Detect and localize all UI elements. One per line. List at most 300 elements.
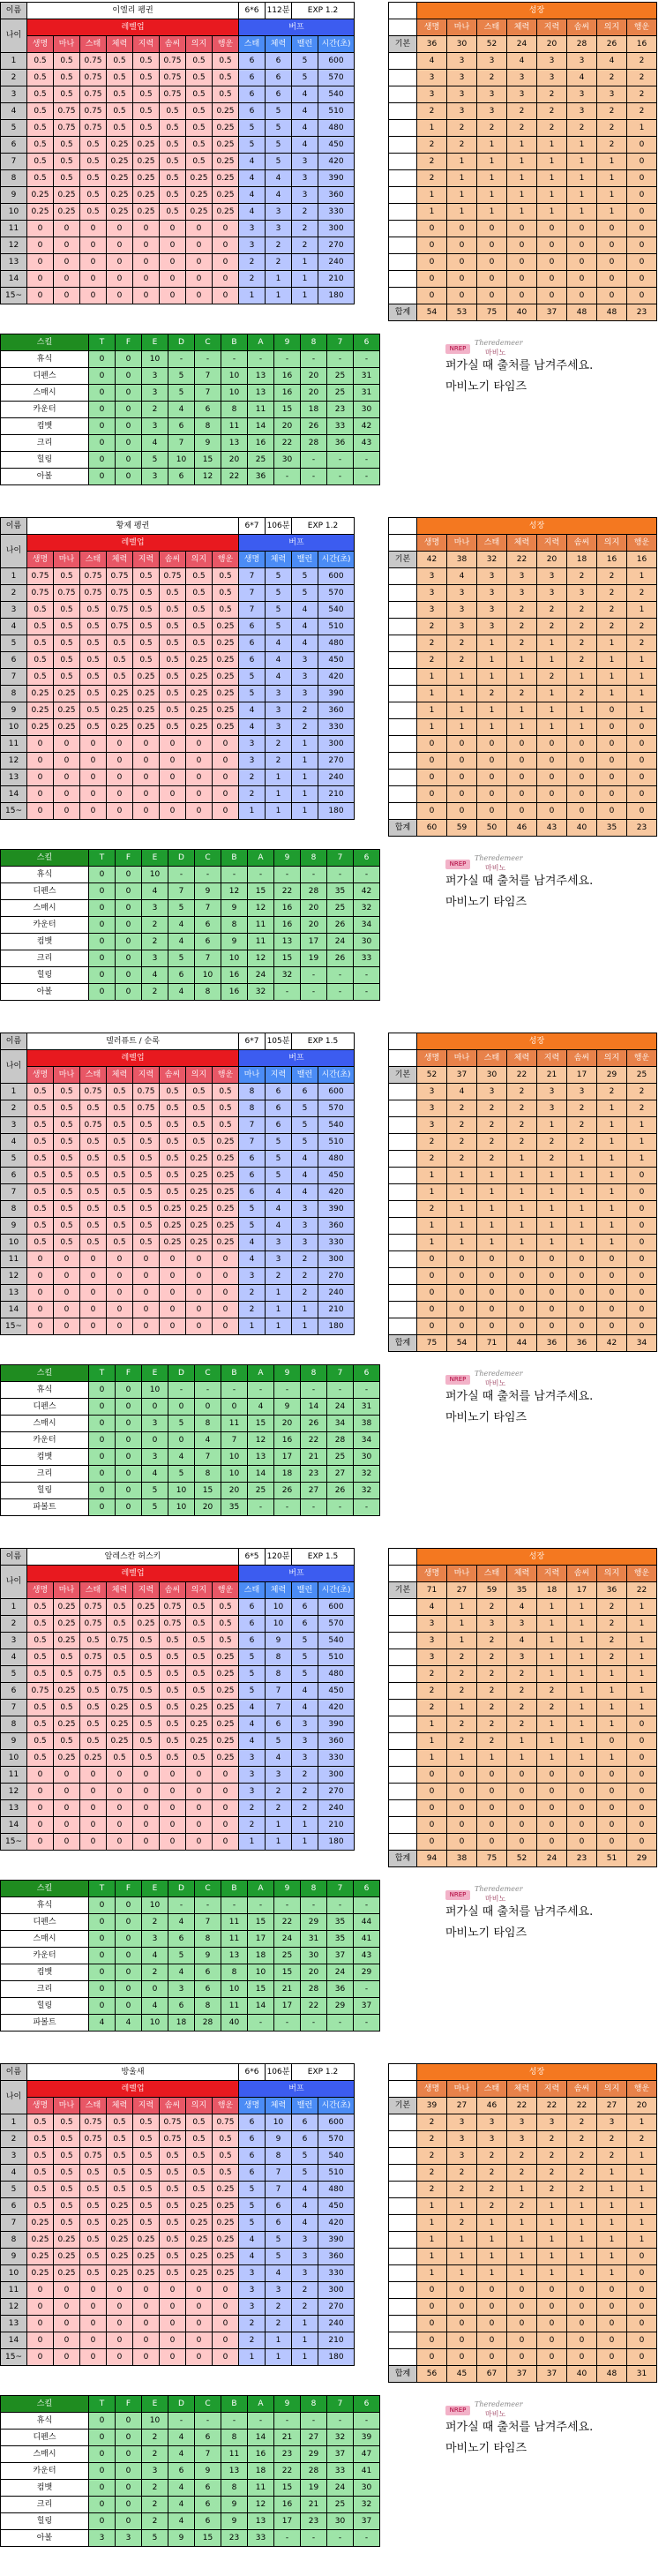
growth-value: 1 bbox=[417, 702, 447, 719]
buff-value: 6 bbox=[239, 103, 266, 120]
age-cell: 6 bbox=[1, 2198, 27, 2215]
growth-value: 1 bbox=[627, 1151, 657, 1168]
rank-header: F bbox=[116, 2396, 142, 2413]
buff-value: 1 bbox=[266, 786, 292, 803]
buff-value: 4 bbox=[266, 1201, 292, 1218]
growth-total-value: 40 bbox=[507, 304, 537, 321]
skill-rank-value: 6 bbox=[195, 934, 221, 950]
skill-rank-value: 0 bbox=[89, 1948, 116, 1964]
levelup-value: 0.25 bbox=[54, 187, 80, 204]
age-cell: 4 bbox=[1, 619, 27, 635]
levelup-stat-header: 솜씨 bbox=[160, 552, 186, 568]
buff-value: 4 bbox=[239, 204, 266, 221]
growth-value: 0 bbox=[507, 221, 537, 237]
growth-value: 0 bbox=[477, 2282, 507, 2299]
skill-rank-value: - bbox=[354, 351, 380, 368]
skill-rank-value: 2 bbox=[142, 402, 168, 418]
levelup-value: 0.75 bbox=[107, 1683, 133, 1700]
levelup-value: 0.5 bbox=[54, 2148, 80, 2165]
skill-rank-value: 38 bbox=[354, 1416, 380, 1432]
skill-rank-value: 32 bbox=[354, 1483, 380, 1499]
buff-value: 3 bbox=[266, 686, 292, 702]
skill-rank-value: 13 bbox=[221, 2463, 248, 2480]
growth-value: 1 bbox=[477, 2249, 507, 2265]
levelup-value: 0 bbox=[54, 1800, 80, 1817]
skill-rank-value: 0 bbox=[89, 469, 116, 485]
buff-value: 330 bbox=[318, 719, 355, 736]
levelup-value: 0.5 bbox=[80, 170, 107, 187]
skill-rank-value: 16 bbox=[274, 1432, 301, 1449]
levelup-value: 0.5 bbox=[80, 1184, 107, 1201]
skill-rank-value: 7 bbox=[195, 368, 221, 385]
age-cell: 15~ bbox=[1, 288, 27, 304]
levelup-value: 0 bbox=[80, 736, 107, 753]
levelup-stat-header: 마나 bbox=[54, 36, 80, 53]
levelup-value: 0.5 bbox=[213, 2131, 239, 2148]
levelup-value: 0.5 bbox=[160, 1716, 186, 1733]
levelup-value: 0 bbox=[107, 2332, 133, 2349]
buff-value: 6 bbox=[239, 53, 266, 70]
growth-value: 1 bbox=[447, 2265, 477, 2282]
growth-value: 1 bbox=[507, 2265, 537, 2282]
skill-rank-value: 0 bbox=[89, 1466, 116, 1483]
skill-rank-value: 35 bbox=[327, 1931, 354, 1948]
growth-value: 1 bbox=[417, 2265, 447, 2282]
buff-value: 210 bbox=[318, 786, 355, 803]
skill-rank-value: 4 bbox=[248, 1399, 274, 1416]
buff-value: 6 bbox=[239, 70, 266, 86]
growth-value: 0 bbox=[567, 254, 597, 271]
growth-value: 4 bbox=[417, 1599, 447, 1616]
growth-value: 1 bbox=[567, 1733, 597, 1750]
growth-value: 2 bbox=[507, 1134, 537, 1151]
buff-value: 2 bbox=[239, 2332, 266, 2349]
buff-value: 7 bbox=[239, 568, 266, 585]
levelup-value: 0.5 bbox=[107, 103, 133, 120]
pet-section bbox=[0, 0, 666, 494]
levelup-value: 0.25 bbox=[133, 2249, 160, 2265]
levelup-value: 0 bbox=[80, 1800, 107, 1817]
levelup-value: 0.5 bbox=[133, 1117, 160, 1134]
logo-tag: NREP bbox=[445, 1890, 470, 1900]
skill-row bbox=[1, 867, 380, 883]
levelup-value: 0.5 bbox=[133, 1235, 160, 1251]
buff-value: 600 bbox=[318, 53, 355, 70]
growth-value: 1 bbox=[597, 635, 627, 652]
levelup-value: 0.25 bbox=[27, 187, 54, 204]
levelup-value: 0.5 bbox=[186, 1683, 213, 1700]
skill-rank-value: 0 bbox=[116, 368, 142, 385]
skill-rank-value: 4 bbox=[168, 402, 195, 418]
levelup-value: 0.5 bbox=[27, 1666, 54, 1683]
growth-base-value: 20 bbox=[537, 36, 567, 53]
levelup-value: 0.5 bbox=[107, 1649, 133, 1666]
growth-value: 2 bbox=[447, 2215, 477, 2232]
levelup-stat-header: 생명 bbox=[27, 2098, 54, 2114]
growth-value: 1 bbox=[537, 2249, 567, 2265]
rank-header: 9 bbox=[274, 850, 301, 867]
levelup-value: 0 bbox=[54, 1285, 80, 1302]
growth-value: 0 bbox=[627, 254, 657, 271]
growth-value: 1 bbox=[537, 1117, 567, 1134]
levelup-value: 0.5 bbox=[54, 2198, 80, 2215]
skill-name: 스매시 bbox=[1, 1931, 89, 1948]
skill-rank-value: 32 bbox=[274, 967, 301, 984]
levelup-row bbox=[1, 1683, 355, 1700]
skill-row bbox=[1, 2015, 380, 2032]
skill-header: 스킬 bbox=[1, 334, 89, 351]
levelup-header: 레벨업 bbox=[27, 535, 239, 552]
growth-value: 1 bbox=[567, 1716, 597, 1733]
growth-value: 0 bbox=[537, 254, 567, 271]
levelup-row bbox=[1, 1184, 355, 1201]
growth-value: 1 bbox=[627, 2148, 657, 2165]
skill-rank-value: - bbox=[168, 2413, 195, 2430]
growth-value: 3 bbox=[447, 619, 477, 635]
age-cell: 1 bbox=[1, 53, 27, 70]
age-cell: 15~ bbox=[1, 803, 27, 820]
growth-value: 2 bbox=[507, 2198, 537, 2215]
levelup-value: 0.25 bbox=[213, 1733, 239, 1750]
growth-value: 0 bbox=[627, 154, 657, 170]
skill-rank-value: 0 bbox=[116, 867, 142, 883]
growth-total-value: 36 bbox=[567, 1335, 597, 1352]
growth-blank bbox=[389, 736, 417, 753]
levelup-value: 0 bbox=[27, 254, 54, 271]
buff-value: 4 bbox=[266, 1218, 292, 1235]
skill-rank-value: 42 bbox=[354, 883, 380, 900]
buff-value: 6 bbox=[239, 2148, 266, 2165]
site-note: 마비노기 타임즈 bbox=[445, 2442, 528, 2455]
levelup-row bbox=[1, 786, 355, 803]
levelup-value: 0.75 bbox=[107, 1633, 133, 1649]
growth-value: 2 bbox=[567, 2114, 597, 2131]
skill-rank-value: - bbox=[327, 967, 354, 984]
growth-blank bbox=[389, 568, 417, 585]
growth-value: 0 bbox=[627, 1784, 657, 1800]
growth-value: 1 bbox=[447, 1750, 477, 1767]
growth-value: 2 bbox=[417, 170, 447, 187]
growth-base-value: 18 bbox=[537, 1582, 567, 1599]
buff-value: 5 bbox=[292, 568, 318, 585]
growth-value: 0 bbox=[537, 1285, 567, 1302]
skill-rank-value: 2 bbox=[142, 1914, 168, 1931]
skill-row bbox=[1, 1998, 380, 2015]
levelup-stat-header: 행운 bbox=[213, 2098, 239, 2114]
skill-name: 크리 bbox=[1, 1466, 89, 1483]
growth-value: 0 bbox=[417, 736, 447, 753]
growth-value: 0 bbox=[567, 2349, 597, 2366]
skill-rank-value: - bbox=[274, 2015, 301, 2032]
levelup-value: 0.5 bbox=[54, 70, 80, 86]
growth-value: 1 bbox=[537, 1733, 567, 1750]
skill-rank-value: 0 bbox=[116, 984, 142, 1001]
levelup-row bbox=[1, 2131, 355, 2148]
growth-value: 1 bbox=[477, 702, 507, 719]
growth-value: 3 bbox=[447, 2131, 477, 2148]
levelup-row bbox=[1, 1750, 355, 1767]
levelup-value: 0.5 bbox=[107, 2114, 133, 2131]
levelup-value: 0.5 bbox=[160, 1733, 186, 1750]
growth-value: 0 bbox=[507, 1285, 537, 1302]
growth-value: 0 bbox=[627, 1235, 657, 1251]
levelup-value: 0.5 bbox=[54, 1733, 80, 1750]
growth-value: 2 bbox=[447, 137, 477, 154]
growth-value: 2 bbox=[567, 652, 597, 669]
skill-rank-value: 16 bbox=[221, 984, 248, 1001]
growth-value: 1 bbox=[507, 702, 537, 719]
levelup-value: 0.5 bbox=[27, 1235, 54, 1251]
levelup-value: 0 bbox=[133, 2299, 160, 2316]
skill-rank-value: 33 bbox=[354, 950, 380, 967]
stat-header-row bbox=[1, 1582, 355, 1599]
age-cell: 3 bbox=[1, 1633, 27, 1649]
growth-value: 3 bbox=[477, 619, 507, 635]
growth-value: 2 bbox=[477, 2198, 507, 2215]
growth-stat-header: 의지 bbox=[597, 1050, 627, 1067]
growth-blank bbox=[389, 1235, 417, 1251]
buff-value: 450 bbox=[318, 2198, 355, 2215]
growth-value: 1 bbox=[627, 1616, 657, 1633]
growth-value: 2 bbox=[537, 2165, 567, 2182]
levelup-value: 0.5 bbox=[133, 1151, 160, 1168]
growth-value: 1 bbox=[447, 2198, 477, 2215]
growth-row bbox=[389, 204, 657, 221]
skill-rank-value: 10 bbox=[142, 1897, 168, 1914]
skill-rank-value: 4 bbox=[116, 2015, 142, 2032]
levelup-value: 0 bbox=[186, 2316, 213, 2332]
growth-value: 0 bbox=[567, 1285, 597, 1302]
levelup-value: 0 bbox=[186, 221, 213, 237]
pet-size: 6*7 bbox=[239, 518, 266, 535]
growth-total-value: 75 bbox=[477, 1851, 507, 1867]
growth-blank bbox=[389, 2282, 417, 2299]
levelup-value: 0 bbox=[80, 1834, 107, 1851]
growth-value: 1 bbox=[477, 1750, 507, 1767]
growth-value: 0 bbox=[597, 2299, 627, 2316]
skill-rank-value: 30 bbox=[327, 2513, 354, 2530]
levelup-row bbox=[1, 1700, 355, 1716]
growth-row bbox=[389, 1767, 657, 1784]
growth-blank bbox=[389, 719, 417, 736]
levelup-buff-table bbox=[0, 517, 355, 820]
skill-rank-value: 2 bbox=[142, 984, 168, 1001]
levelup-value: 0 bbox=[160, 770, 186, 786]
growth-value: 0 bbox=[447, 2299, 477, 2316]
levelup-value: 0.5 bbox=[160, 137, 186, 154]
group-header-row bbox=[1, 535, 355, 552]
buff-value: 5 bbox=[239, 2215, 266, 2232]
levelup-value: 0.25 bbox=[186, 702, 213, 719]
levelup-value: 0.25 bbox=[213, 1184, 239, 1201]
skill-rank-value: 25 bbox=[327, 2497, 354, 2513]
buff-value: 6 bbox=[239, 1616, 266, 1633]
skill-rank-value: 5 bbox=[168, 385, 195, 402]
skill-rank-value: 32 bbox=[354, 2497, 380, 2513]
skill-rank-value: 3 bbox=[142, 900, 168, 917]
levelup-value: 0 bbox=[27, 1285, 54, 1302]
skill-rank-value: 30 bbox=[354, 1449, 380, 1466]
growth-value: 0 bbox=[447, 1817, 477, 1834]
skill-rank-value: 29 bbox=[327, 1998, 354, 2015]
growth-stat-header: 지력 bbox=[537, 1050, 567, 1067]
buff-value: 6 bbox=[239, 1599, 266, 1616]
levelup-value: 0.5 bbox=[133, 2165, 160, 2182]
buff-stat-header: 밸런 bbox=[292, 1582, 318, 1599]
growth-value: 1 bbox=[477, 1218, 507, 1235]
levelup-value: 0.75 bbox=[80, 1599, 107, 1616]
buff-value: 330 bbox=[318, 204, 355, 221]
growth-value: 3 bbox=[537, 70, 567, 86]
growth-total-value: 60 bbox=[417, 820, 447, 837]
skill-rank-value: 0 bbox=[89, 2430, 116, 2446]
age-cell: 8 bbox=[1, 2232, 27, 2249]
skill-row bbox=[1, 1914, 380, 1931]
growth-value: 3 bbox=[477, 2114, 507, 2131]
skill-name: 휴식 bbox=[1, 2413, 89, 2430]
skill-rank-value: 10 bbox=[221, 1466, 248, 1483]
growth-value: 1 bbox=[627, 1700, 657, 1716]
levelup-value: 0.75 bbox=[213, 2114, 239, 2131]
skill-rank-value: 10 bbox=[221, 368, 248, 385]
skill-rank-value: 20 bbox=[301, 368, 327, 385]
group-header-row bbox=[1, 19, 355, 36]
skill-rank-value: 5 bbox=[168, 1416, 195, 1432]
levelup-row bbox=[1, 635, 355, 652]
buff-header: 버프 bbox=[239, 2081, 355, 2098]
skill-rank-value: 0 bbox=[116, 2446, 142, 2463]
skill-rank-value: 28 bbox=[327, 1432, 354, 1449]
growth-value: 3 bbox=[507, 86, 537, 103]
growth-value: 1 bbox=[537, 154, 567, 170]
skill-rank-value: 25 bbox=[248, 452, 274, 469]
buff-value: 1 bbox=[292, 1318, 318, 1335]
skill-rank-value: 20 bbox=[301, 385, 327, 402]
growth-value: 1 bbox=[417, 204, 447, 221]
growth-value: 4 bbox=[597, 53, 627, 70]
growth-blank bbox=[389, 187, 417, 204]
growth-blank bbox=[389, 1784, 417, 1800]
skill-rank-value: - bbox=[274, 1499, 301, 1516]
buff-value: 540 bbox=[318, 602, 355, 619]
skill-row bbox=[1, 469, 380, 485]
pet-name: 황제 펭귄 bbox=[27, 518, 239, 535]
growth-value: 2 bbox=[447, 2165, 477, 2182]
skill-name: 스매시 bbox=[1, 900, 89, 917]
growth-value: 1 bbox=[537, 1649, 567, 1666]
buff-value: 1 bbox=[266, 1817, 292, 1834]
growth-row bbox=[389, 2332, 657, 2349]
growth-value: 1 bbox=[507, 1151, 537, 1168]
pet-time: 105분 bbox=[266, 1033, 292, 1050]
buff-value: 270 bbox=[318, 237, 355, 254]
skill-rank-value: 34 bbox=[354, 917, 380, 934]
buff-value: 240 bbox=[318, 254, 355, 271]
growth-row bbox=[389, 1151, 657, 1168]
levelup-value: 0 bbox=[160, 1834, 186, 1851]
growth-value: 2 bbox=[477, 1666, 507, 1683]
skill-rank-value: 15 bbox=[195, 1483, 221, 1499]
skill-rank-value: 31 bbox=[354, 385, 380, 402]
levelup-value: 0.75 bbox=[80, 1666, 107, 1683]
growth-value: 2 bbox=[477, 1134, 507, 1151]
levelup-value: 0 bbox=[27, 753, 54, 770]
skill-rank-value: 0 bbox=[116, 2463, 142, 2480]
growth-row bbox=[389, 2265, 657, 2282]
rank-header: T bbox=[89, 1365, 116, 1382]
skill-name: 파볼트 bbox=[1, 1499, 89, 1516]
skill-rank-value: 15 bbox=[274, 950, 301, 967]
growth-total-value: 67 bbox=[477, 2366, 507, 2383]
levelup-row bbox=[1, 719, 355, 736]
buff-value: 4 bbox=[239, 154, 266, 170]
skill-rank-value: 0 bbox=[89, 1931, 116, 1948]
buff-value: 6 bbox=[292, 2131, 318, 2148]
levelup-value: 0 bbox=[186, 1800, 213, 1817]
growth-row bbox=[389, 1218, 657, 1235]
levelup-value: 0.5 bbox=[213, 1599, 239, 1616]
growth-value: 2 bbox=[447, 652, 477, 669]
growth-value: 0 bbox=[627, 170, 657, 187]
levelup-row bbox=[1, 1767, 355, 1784]
growth-value: 1 bbox=[597, 1151, 627, 1168]
growth-value: 3 bbox=[567, 86, 597, 103]
growth-value: 1 bbox=[567, 137, 597, 154]
skill-name: 힐링 bbox=[1, 967, 89, 984]
skill-row bbox=[1, 435, 380, 452]
levelup-value: 0 bbox=[160, 1268, 186, 1285]
levelup-value: 0.5 bbox=[80, 2198, 107, 2215]
levelup-value: 0.5 bbox=[80, 2165, 107, 2182]
levelup-value: 0 bbox=[54, 2332, 80, 2349]
buff-value: 480 bbox=[318, 2182, 355, 2198]
skill-rank-value: 9 bbox=[274, 1399, 301, 1416]
levelup-value: 0.5 bbox=[107, 2165, 133, 2182]
growth-value: 3 bbox=[567, 585, 597, 602]
levelup-value: 0 bbox=[54, 1318, 80, 1335]
skill-rank-value: 0 bbox=[221, 1399, 248, 1416]
buff-value: 4 bbox=[292, 1683, 318, 1700]
growth-value: 1 bbox=[507, 719, 537, 736]
buff-value: 2 bbox=[239, 254, 266, 271]
skill-rank-value: 0 bbox=[89, 950, 116, 967]
skill-rank-value: 4 bbox=[142, 967, 168, 984]
levelup-value: 0.5 bbox=[80, 137, 107, 154]
buff-stat-header: 체력 bbox=[266, 2098, 292, 2114]
levelup-value: 0.25 bbox=[54, 1716, 80, 1733]
rank-header: D bbox=[168, 334, 195, 351]
levelup-row bbox=[1, 1733, 355, 1750]
levelup-value: 0.5 bbox=[160, 619, 186, 635]
growth-value: 1 bbox=[417, 1750, 447, 1767]
buff-value: 1 bbox=[266, 803, 292, 820]
levelup-value: 0.25 bbox=[213, 1168, 239, 1184]
growth-value: 0 bbox=[627, 2349, 657, 2366]
growth-value: 1 bbox=[597, 1184, 627, 1201]
growth-value: 0 bbox=[417, 753, 447, 770]
group-header-row bbox=[1, 2081, 355, 2098]
buff-value: 240 bbox=[318, 770, 355, 786]
age-label: 나이 bbox=[1, 19, 27, 53]
skill-name: 휴식 bbox=[1, 1382, 89, 1399]
skill-rank-value: 5 bbox=[142, 1483, 168, 1499]
levelup-value: 0 bbox=[213, 2316, 239, 2332]
growth-value: 1 bbox=[567, 1683, 597, 1700]
skill-rank-value: - bbox=[195, 1382, 221, 1399]
buff-value: 1 bbox=[239, 2349, 266, 2366]
levelup-value: 0.25 bbox=[213, 635, 239, 652]
levelup-value: 0 bbox=[80, 271, 107, 288]
